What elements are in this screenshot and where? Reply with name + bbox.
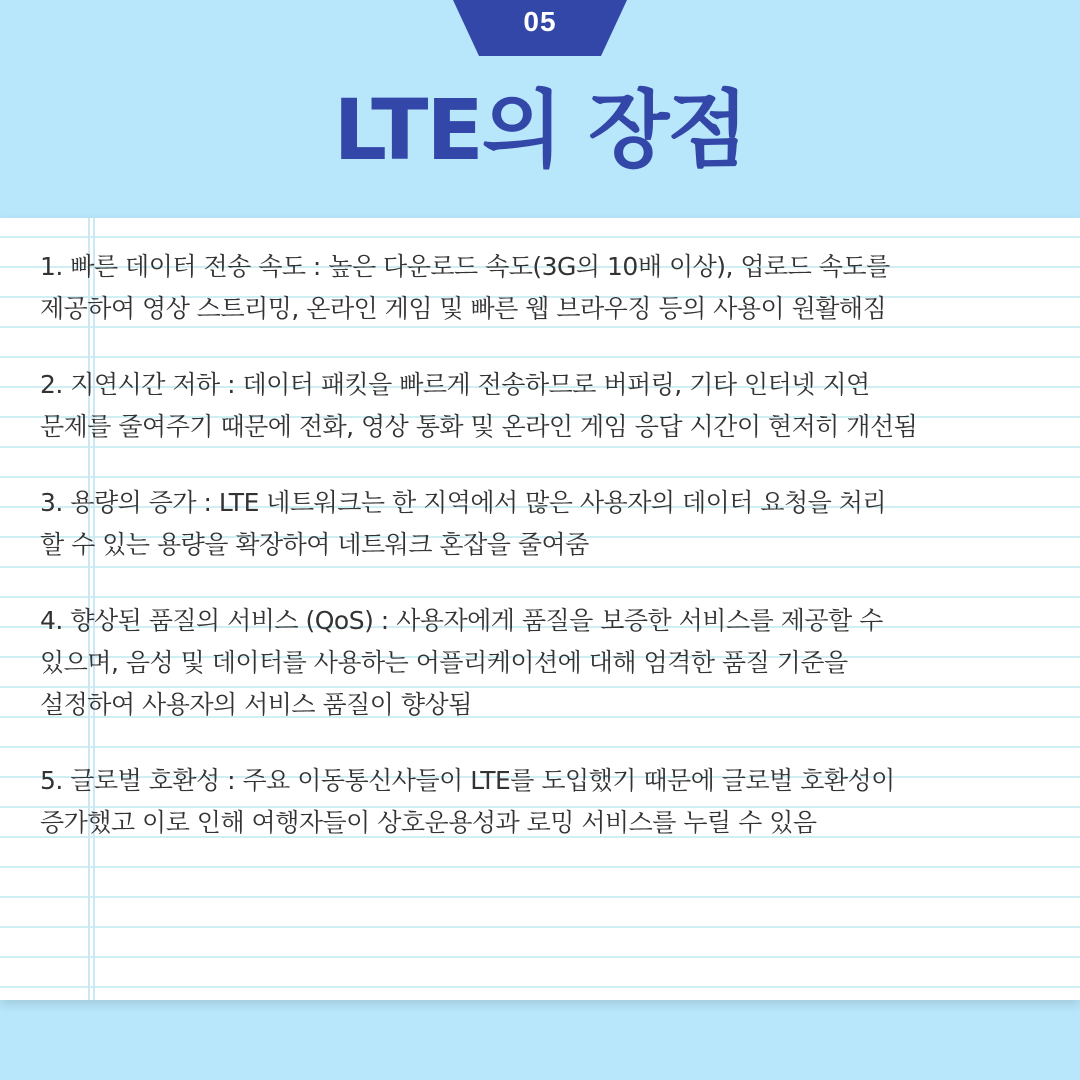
advantages-list <box>40 246 1060 878</box>
section-number: 05 <box>523 6 557 37</box>
advantage-item-1: 1. 빠른 데이터 전송 속도 : 높은 다운로드 속도(3G의 10배 이상), 업로드 속도를 제공하여 영상 스트리밍, 온라인 게임 및 빠른 웹 브라우징 등의 사용이 원활해짐 <box>40 252 890 323</box>
page-title: LTE의 장점 <box>333 81 747 179</box>
advantage-item-2: 2. 지연시간 저하 : 데이터 패킷을 빠르게 전송하므로 버퍼링, 기타 인터넷 지연 문제를 줄여주기 때문에 전화, 영상 통화 및 온라인 게임 응답 시간이 현저히 개선됨 <box>40 370 918 441</box>
lined-paper-card <box>0 218 1080 1000</box>
section-number-badge <box>453 0 627 56</box>
advantage-item-3: 3. 용량의 증가 : LTE 네트워크는 한 지역에서 많은 사용자의 데이터 요청을 처리 할 수 있는 용량을 확장하여 네트워크 혼잡을 줄여줌 <box>40 488 887 559</box>
advantage-item-5: 5. 글로벌 호환성 : 주요 이동통신사들이 LTE를 도입했기 때문에 글로벌 호환성이 증가했고 이로 인해 여행자들이 상호운용성과 로밍 서비스를 누릴 수 있음 <box>40 766 895 837</box>
advantage-item-4: 4. 향상된 품질의 서비스 (QoS) : 사용자에게 품질을 보증한 서비스를 제공할 수 있으며, 음성 및 데이터를 사용하는 어플리케이션에 대해 엄격한 품질 기준을 설정하여 사용자의 서비스 품질이 향상됨 <box>40 606 883 719</box>
